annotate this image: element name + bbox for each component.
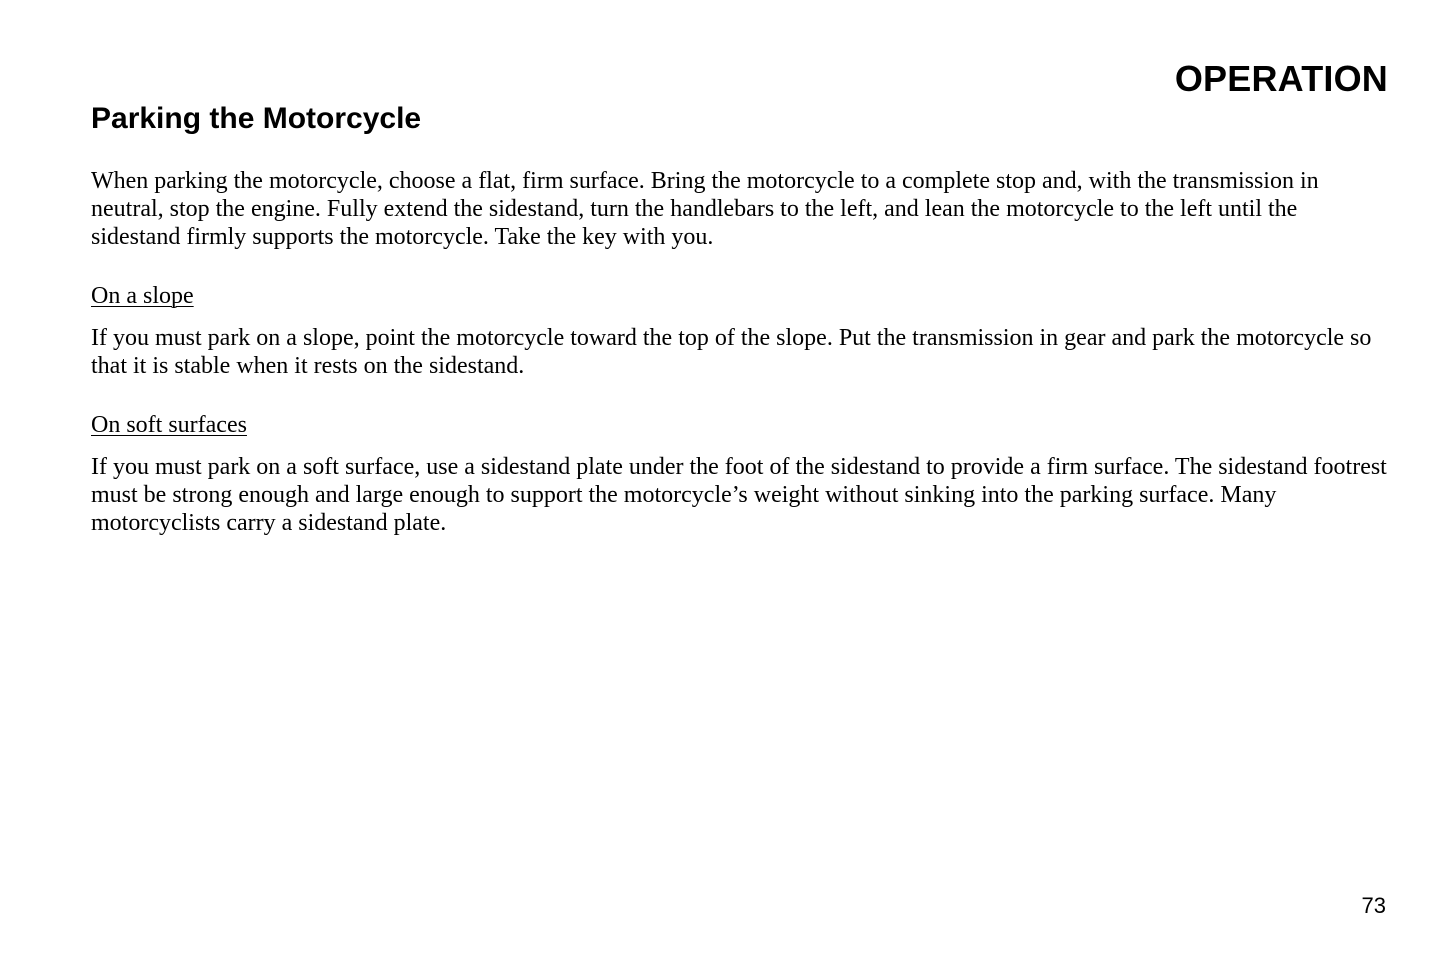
intro-paragraph: When parking the motorcycle, choose a flat, firm surface. Bring the motorcycle to a complete stop and, with the transmission in neutral, stop the engine. Fully extend the sidestand, turn the handlebars to the left, and lean the motorcycle to the left until the sidestand firmly supports the motorcycle. Take the key with you. xyxy=(91,168,1319,250)
section-title: OPERATION xyxy=(1174,58,1388,99)
page-number: 73 xyxy=(1361,893,1386,918)
slope-paragraph: If you must park on a slope, point the motorcycle toward the top of the slope. Put the transmission in gear and park the motorcycle so that it is stable when it rests on the sidestand. xyxy=(91,325,1372,379)
subheading-soft-surfaces: On soft surfaces xyxy=(91,412,247,438)
page-heading: Parking the Motorcycle xyxy=(91,102,422,135)
soft-surfaces-paragraph: If you must park on a soft surface, use a sidestand plate under the foot of the sidestand to provide a firm surface. The sidestand footrest must be strong enough and large enough to support the motorcycle’s weight without sinking into the parking surface. Many motorcyclists carry a sidestand plate. xyxy=(91,454,1387,536)
subheading-slope: On a slope xyxy=(91,283,194,309)
